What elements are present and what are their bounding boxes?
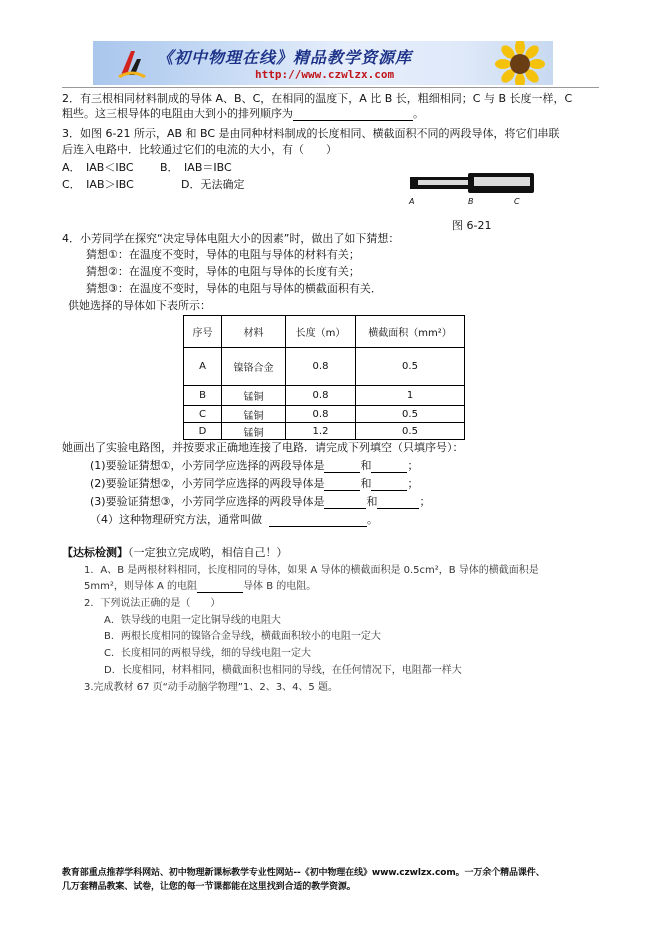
q4-guess-2: 猜想②：在温度不变时，导体的电阻与导体的长度有关； [86,265,360,278]
q4-table-intro: 供她选择的导体如下表所示： [68,299,211,312]
q3-option-b: B． IAB＝IBC [160,161,232,174]
q4-sub-2-and: 和 [360,477,372,490]
check-item2: 2．下列说法正确的是（ ） [84,598,221,609]
q4-sub-4 [90,513,378,527]
q4-guess-3: 猜想③：在温度不变时，导体的电阻与导体的横截面积有关． [86,282,382,295]
q4-sub-1-text: (1)要验证猜想①，小芳同学应选择的两段导体是 [90,459,325,472]
table-header: 序号 [184,316,222,348]
q2-line1: 2．有三根相同材料制成的导体 A、B、C，在相同的温度下，A 比 B 长，粗细相同；C 与 B 长度一样，C [62,92,573,105]
q4-sub-3-end: ； [419,495,431,508]
banner-title: 《初中物理在线》精品教学资源库 [157,48,413,67]
check-item2-option-a: A．铁导线的电阻一定比铜导线的电阻大 [104,615,281,626]
table-cell: C [184,406,222,423]
q4-sub-3 [90,495,430,509]
table-cell: 1.2 [286,423,356,440]
q2-answer-blank[interactable] [293,120,413,121]
table-row [184,348,465,386]
table-cell: 0.8 [286,386,356,406]
check-item2-option-b: B．两根长度相同的镍铬合金导线，横截面积较小的电阻一定大 [104,631,381,642]
q4-sub-3-blank-2[interactable] [377,508,419,509]
q4-sub-1 [90,459,418,473]
footer-line-1: 教育部重点推荐学科网站、初中物理新课标教学专业性网站--《初中物理在线》www.czwlzx.com。一万余个精品课件、 [62,868,545,878]
sunflower-icon [495,41,545,85]
table-cell: 0.5 [356,406,465,423]
q3-option-c: C． IAB＞IBC [62,178,134,191]
table-cell: A [184,348,222,386]
q4-sub-4-end: 。 [367,513,378,526]
check-item2-option-c: C．长度相同的两根导线，细的导线电阻一定大 [104,648,311,659]
check-heading-note: （一定独立完成哟，相信自己！） [128,546,288,559]
check-item1-line2 [84,580,316,593]
q4-sub-4-text: （4）这种物理研究方法，通常叫做 [90,513,262,526]
page-footer [62,866,545,894]
conductor-table [183,315,465,440]
table-cell: 镍铬合金 [222,348,286,386]
q4-sub-3-text: (3)要验证猜想③，小芳同学应选择的两段导体是 [90,495,325,508]
table-cell: D [184,423,222,440]
table-cell: 锰铜 [222,423,286,440]
table-header: 长度（m） [286,316,356,348]
figure-caption: 图 6-21 [452,219,492,232]
figure-label-b: B [468,197,474,206]
table-cell: 0.8 [286,406,356,423]
footer-line-2: 几万套精品教案、试卷，让您的每一节课都能在这里找到合适的教学资源。 [62,882,356,892]
q4-after-table: 她画出了实验电路图，并按要求正确地连接了电路．请完成下列填空（只填序号）： [62,441,464,454]
table-cell: 0.8 [286,348,356,386]
header-rule [62,87,599,88]
q4-guess-1: 猜想①：在温度不变时，导体的电阻与导体的材料有关； [86,248,360,261]
q2-line2 [62,107,424,121]
q4-sub-3-and: 和 [366,495,378,508]
check-item3: 3.完成教材 67 页“动手动脑学物理”1、2、3、4、5 题。 [84,682,338,693]
q3-option-d: D．无法确定 [181,178,245,191]
figure-label-a: A [409,197,415,206]
table-row [184,386,465,406]
table-cell: 0.5 [356,423,465,440]
q4-sub-1-end: ； [407,459,419,472]
q4-intro: 4．小芳同学在探究“决定导体电阻大小的因素”时，做出了如下猜想： [62,232,400,245]
q4-sub-2 [90,477,418,491]
q4-sub-2-text: (2)要验证猜想②，小芳同学应选择的两段导体是 [90,477,325,490]
q4-sub-3-blank-1[interactable] [324,508,366,509]
check-item1-line1: 1．A、B 是两根材料相同，长度相同的导体，如果 A 导体的横截面积是 0.5cm²，B 导体的横截面积是 [84,565,539,576]
q3-line1: 3．如图 6-21 所示，AB 和 BC 是由同种材料制成的长度相同、横截面积不同的两段导体，将它们串联 [62,127,560,140]
header-banner [93,41,553,85]
check-item1-text: 5mm²，则导体 A 的电阻 [84,581,198,592]
q2-line2-text: 粗些。这三根导体的电阻由大到小的排列顺序为 [62,107,293,120]
check-item2-option-d: D．长度相同，材料相同，横截面积也相同的导线，在任何情况下，电阻都一样大 [104,665,462,676]
q4-sub-1-blank-2[interactable] [371,472,407,473]
q4-sub-2-blank-1[interactable] [324,490,360,491]
q4-sub-1-and: 和 [360,459,372,472]
table-cell: 0.5 [356,348,465,386]
table-row [184,406,465,423]
q3-option-a: A． IAB＜IBC [62,161,134,174]
banner-url[interactable]: http://www.czwlzx.com [255,68,395,81]
q3-line2: 后连入电路中．比较通过它们的电流的大小，有（ ） [62,143,337,156]
site-logo-icon [117,47,147,79]
figure-label-c: C [514,197,520,206]
table-header-row [184,316,465,348]
table-header: 材料 [222,316,286,348]
table-cell: 锰铜 [222,406,286,423]
table-row [184,423,465,440]
check-item1-blank[interactable] [197,592,243,593]
table-cell: 锰铜 [222,386,286,406]
table-cell: B [184,386,222,406]
check-heading-line [62,546,288,560]
figure-6-21-conductor [408,172,538,194]
q4-sub-2-blank-2[interactable] [371,490,407,491]
check-item1-end: 导体 B 的电阻。 [243,581,317,592]
q4-sub-1-blank-1[interactable] [324,472,360,473]
check-heading: 【达标检测】 [62,546,128,559]
table-cell: 1 [356,386,465,406]
q4-sub-2-end: ； [407,477,419,490]
table-header: 横截面积（mm²） [356,316,465,348]
q2-line2-end: 。 [413,107,424,120]
q4-sub-4-blank[interactable] [269,526,367,527]
